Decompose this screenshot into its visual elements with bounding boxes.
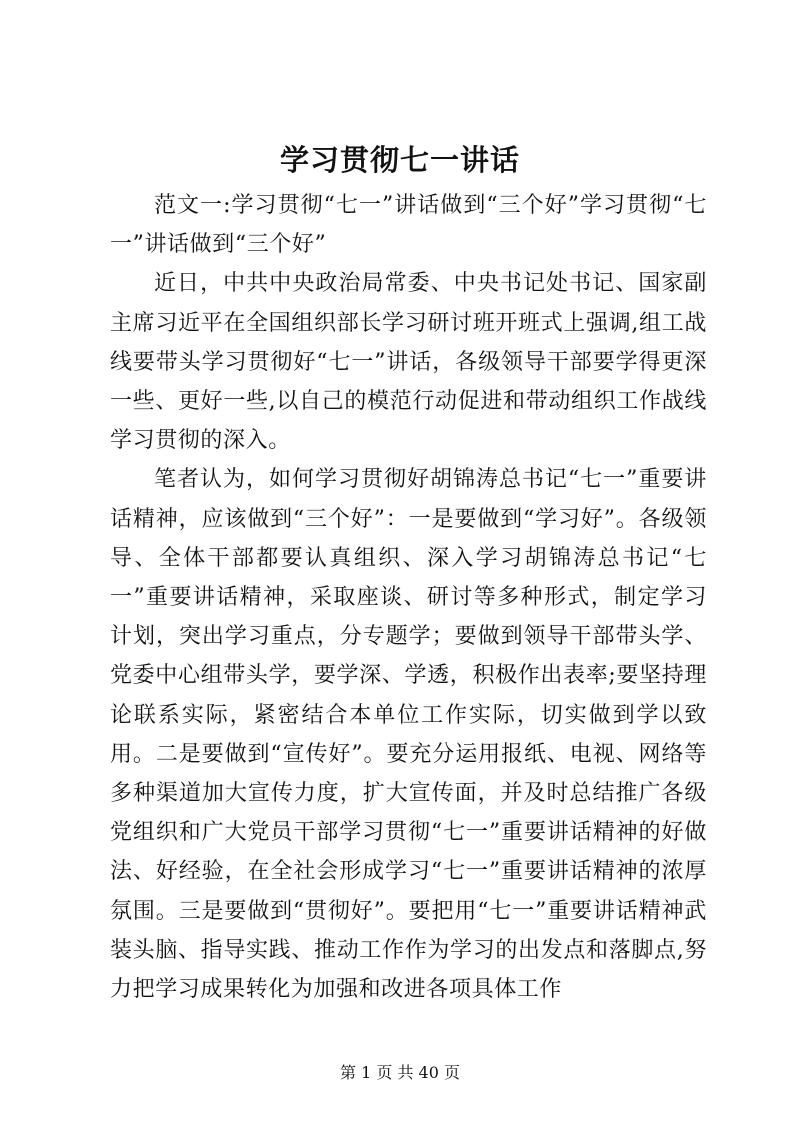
page-footer: 第 1 页 共 40 页 (340, 1063, 460, 1082)
document-body (110, 186, 707, 1009)
paragraph-2: 近日，中共中央政治局常委、中央书记处书记、国家副主席习近平在全国组织部长学习研讨班开班式上强调,组工战线要带头学习贯彻好“七一”讲话，各级领导干部要学得更深一些、更好一些,以自己的模范行动促进和带动组织工作战线学习贯彻的深入。 (110, 271, 707, 454)
paragraph-1: 范文一:学习贯彻“七一”讲话做到“三个好”学习贯彻“七一”讲话做到“三个好” (110, 193, 707, 258)
document-title: 学习贯彻七一讲话 (279, 143, 520, 177)
paragraph-3: 笔者认为，如何学习贯彻好胡锦涛总书记“七一”重要讲话精神，应该做到“三个好”：一是要做到“学习好”。各级领导、全体干部都要认真组织、深入学习胡锦涛总书记“七一”重要讲话精神，采取座谈、研讨等多种形式，制定学习计划，突出学习重点，分专题学；要做到领导干部带头学、党委中心组带头学，要学深、学透，积极作出表率;要坚持理论联系实际，紧密结合本单位工作实际，切实做到学以致用。二是要做到“宣传好”。要充分运用报纸、电视、网络等多种渠道加大宣传力度，扩大宣传面，并及时总结推广各级党组织和广大党员干部学习贯彻“七一”重要讲话精神的好做法、好经验，在全社会形成学习“七一”重要讲话精神的浓厚氛围。三是要做到“贯彻好”。要把用“七一”重要讲话精神武装头脑、指导实践、推动工作作为学习的出发点和落脚点,努力把学习成果转化为加强和改进各项具体工作 (110, 467, 707, 1003)
